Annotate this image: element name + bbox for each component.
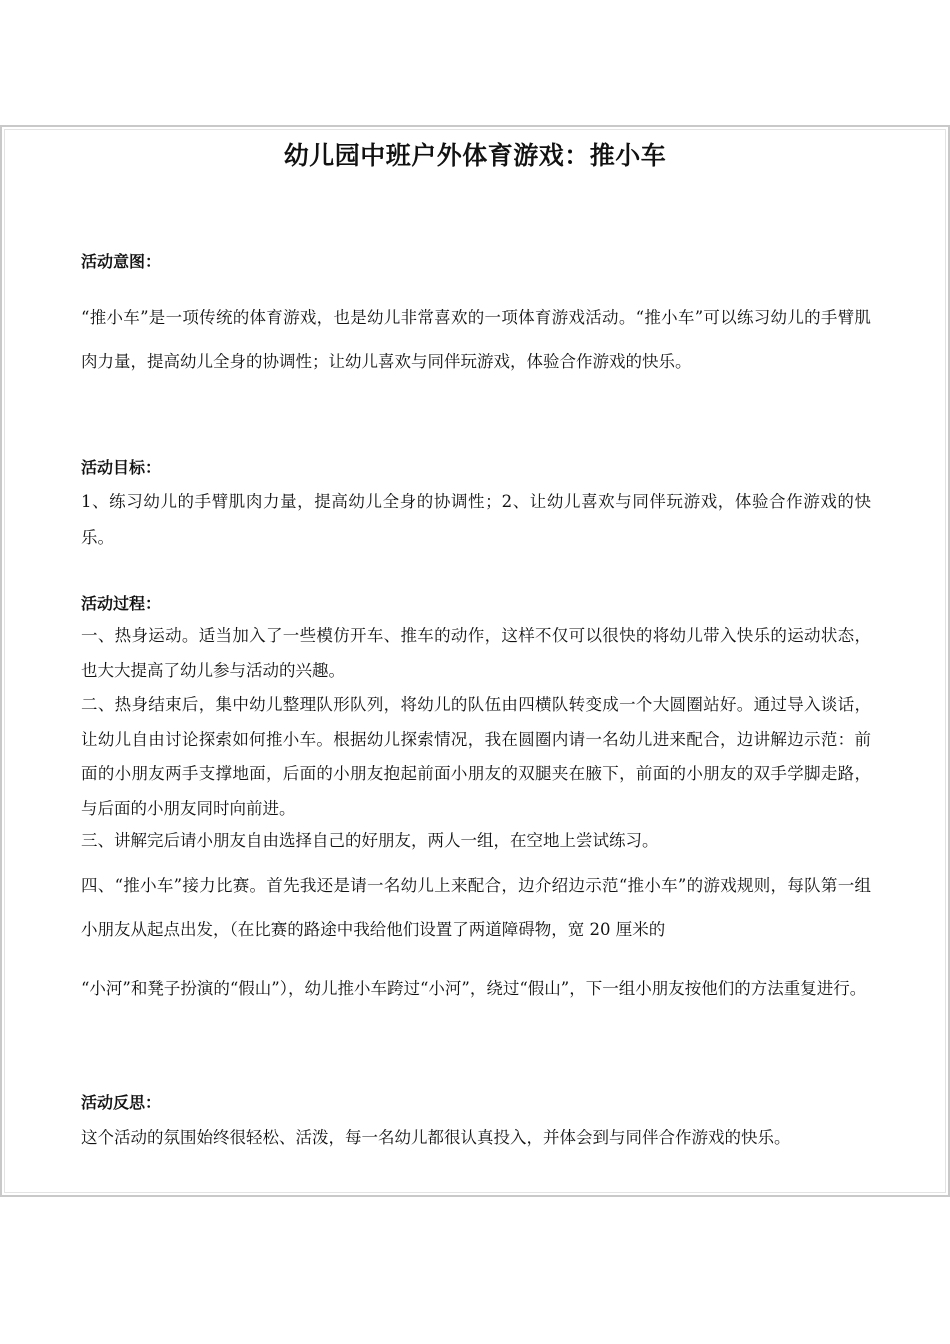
process-step-4: 四、“推小车”接力比赛。首先我还是请一名幼儿上来配合，边介绍边示范“推小车”的游戏规则，每队第一组小朋友从起点出发，（在比赛的路途中我给他们设置了两道障碍物，宽 20 厘米的 [81,876,871,939]
paragraph-goals: 1、练习幼儿的手臂肌肉力量，提高幼儿全身的协调性；2、让幼儿喜欢与同伴玩游戏，体验合作游戏的快乐。 [81,492,871,547]
heading-reflection: 活动反思： [81,1093,162,1112]
heading-goals: 活动目标： [81,458,162,477]
process-step-2: 二、热身结束后，集中幼儿整理队形队列，将幼儿的队伍由四横队转变成一个大圆圈站好。通过导入谈话，让幼儿自由讨论探索如何推小车。根据幼儿探索情况，我在圆圈内请一名幼儿进来配合，边讲解边示范：前面的小朋友两手支撑地面，后面的小朋友抱起前面小朋友的双腿夹在腋下，前面的小朋友的双手学脚走路，与后面的小朋友同时向前进。 [81,695,871,818]
process-step-4-continued: “小河”和凳子扮演的“假山”），幼儿推小车跨过“小河”，绕过“假山”，下一组小朋友按他们的方法重复进行。 [81,979,867,998]
document-title: 幼儿园中班户外体育游戏：推小车 [283,141,667,170]
process-step-3: 三、讲解完后请小朋友自由选择自己的好朋友，两人一组，在空地上尝试练习。 [81,831,659,850]
process-step-1: 一、热身运动。适当加入了一些模仿开车、推车的动作，这样不仅可以很快的将幼儿带入快乐的运动状态，也大大提高了幼儿参与活动的兴趣。 [81,626,871,680]
paragraph-reflection: 这个活动的氛围始终很轻松、活泼，每一名幼儿都很认真投入，并体会到与同伴合作游戏的快乐。 [81,1128,791,1147]
heading-process: 活动过程： [81,594,162,613]
heading-intent: 活动意图： [81,252,162,271]
paragraph-intent: “推小车”是一项传统的体育游戏，也是幼儿非常喜欢的一项体育游戏活动。“推小车”可以练习幼儿的手臂肌肉力量，提高幼儿全身的协调性；让幼儿喜欢与同伴玩游戏，体验合作游戏的快乐。 [81,308,871,371]
